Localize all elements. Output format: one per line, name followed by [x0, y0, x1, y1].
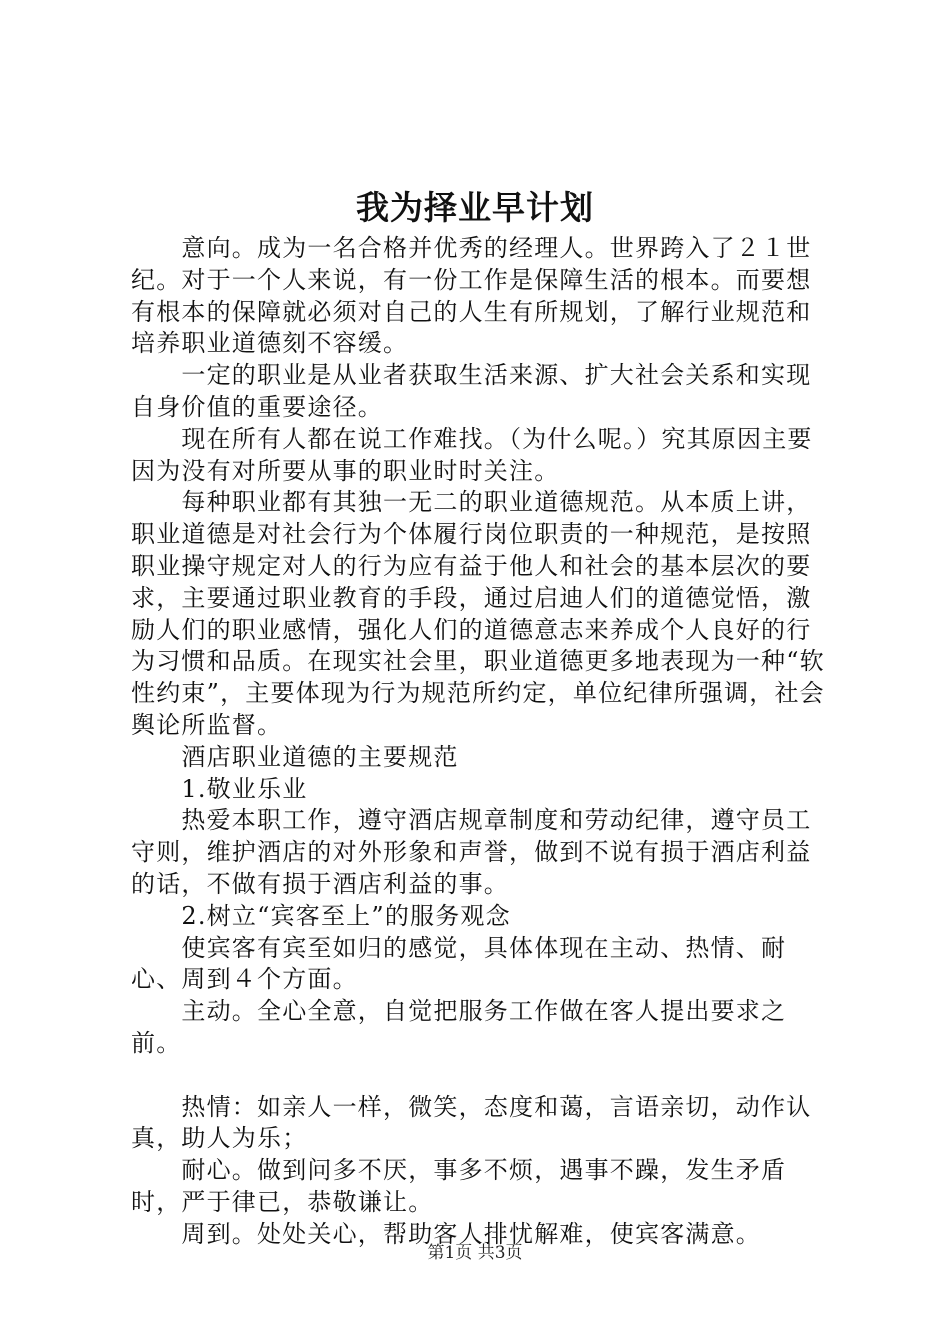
paragraph-patience: 耐心。做到问多不厌，事多不烦，遇事不躁，发生矛盾时，严于律已，恭敬谦让。	[131, 1156, 787, 1216]
section-heading-hotel-ethics: 酒店职业道德的主要规范	[181, 742, 459, 771]
paragraph-intention: 意向。成为一名合格并优秀的经理人。世界跨入了２１世纪。对于一个人来说，有一份工作是保障生活的根本。而要想有根本的保障就必须对自己的人生有所规划，了解行业规范和培养职业道德刻不容缓。	[131, 234, 812, 358]
paragraph-career-importance: 一定的职业是从业者获取生活来源、扩大社会关系和实现自身价值的重要途径。	[131, 361, 812, 421]
paragraph-warmth: 热情：如亲人一样，微笑，态度和蔼，言语亲切，动作认真，助人为乐；	[131, 1092, 812, 1153]
paragraph-job-difficulty: 现在所有人都在说工作难找。（为什么呢。）究其原因主要因为没有对所要从事的职业时时关注。	[131, 424, 813, 485]
paragraph-professional-ethics: 每种职业都有其独一无二的职业道德规范。从本质上讲，职业道德是对社会行为个体履行岗位职责的一种规范，是按照职业操守规定对人的行为应有益于他人和社会的基本层次的要求，主要通过职业教育的手段，通过启迪人们的道德觉悟，激励人们的职业感情，强化人们的道德意志来养成个人良好的行为习惯和品质。在现实社会里，职业道德更多地表现为一种“软性约束”，主要体现为行为规范所约定，单位纪律所强调，社会舆论所监督。	[131, 488, 825, 739]
paragraph-proactive: 主动。全心全意，自觉把服务工作做在客人提出要求之前。	[131, 997, 787, 1057]
page-footer: 第1页 共3页	[427, 1243, 523, 1263]
blank-line	[131, 1060, 833, 1092]
document-title: 我为择业早计划	[356, 188, 594, 227]
subheading-dedication: 1.敬业乐业	[181, 774, 308, 803]
paragraph-guest-first: 使宾客有宾至如归的感觉，具体体现在主动、热情、耐心、周到４个方面。	[131, 933, 787, 994]
document-body	[131, 233, 833, 1251]
paragraph-thoughtful: 周到。处处关心，帮助客人排忧解难，使宾客满意。	[181, 1219, 761, 1248]
subheading-guest-first: 2.树立“宾客至上”的服务观念	[181, 901, 511, 930]
paragraph-dedication: 热爱本职工作，遵守酒店规章制度和劳动纪律，遵守员工守则，维护酒店的对外形象和声誉，做到不说有损于酒店利益的话，不做有损于酒店利益的事。	[131, 806, 812, 898]
